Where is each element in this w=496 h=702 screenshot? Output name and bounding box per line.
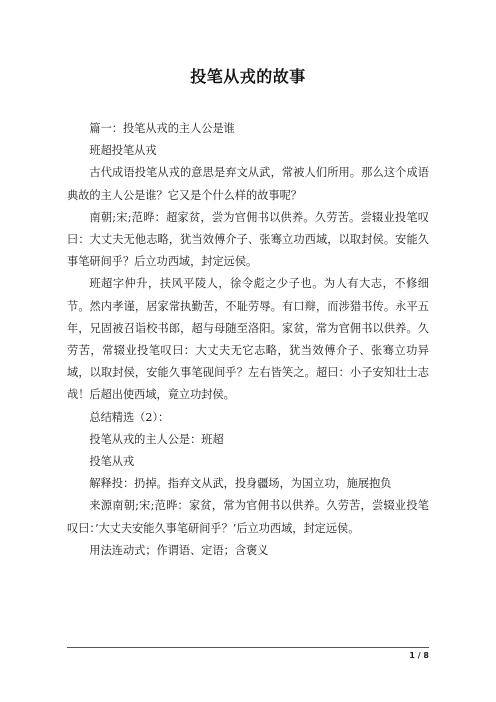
paragraph: 班超字仲升，扶风平陵人，徐令彪之少子也。为人有大志，不修细节。然内孝谨，居家常执勤苦，不耻劳辱。有口辩，而涉猎书传。永平五年，兄固被召诣校书郎，超与母随至洛阳。家贫，常为官佣书以供养。久劳苦，常辍业投笔叹曰：大丈夫无它志略，犹当效傅介子、张骞立功异域，以取封侯，安能久事笔砚间乎？左右皆笑之。超曰：小子安知壮士志哉！后超出使西域，竟立功封侯。 bbox=[67, 277, 429, 402]
paragraph: 总结精选（2）： bbox=[89, 410, 170, 424]
paragraph: 南朝;宋;范晔：超家贫，尝为官佣书以供养。久劳苦。尝辍业投笔叹曰：大丈夫无他志略，犹当效傅介子、张骞立功西域，以取封侯。安能久事笔研间乎？后立功西域，封定远侯。 bbox=[67, 210, 429, 269]
footer-divider bbox=[67, 647, 429, 648]
document-title: 投笔从戎的故事 bbox=[190, 67, 306, 86]
paragraph: 用法连动式；作谓语、定语；含褒义 bbox=[89, 543, 269, 557]
paragraph: 来源南朝;宋;范晔：家贫，常为官佣书以供养。久劳苦，尝辍业投笔叹曰：’大丈夫安能久事笔研间乎？’后立功西域，封定远侯。 bbox=[67, 499, 429, 535]
paragraph: 投笔从戎 bbox=[89, 455, 135, 469]
paragraph: 投笔从戎的主人公是：班超 bbox=[89, 432, 224, 446]
document-body bbox=[67, 118, 429, 562]
paragraph: 古代成语投笔从戎的意思是弃文从武，常被人们所用。那么这个成语典故的主人公是谁？它又是个什么样的故事呢？ bbox=[67, 166, 429, 202]
paragraph-subtitle: 班超投笔从戎 bbox=[89, 144, 157, 158]
paragraph: 解释投：扔掉。指弃文从武，投身疆场，为国立功，施展抱负 bbox=[89, 477, 392, 491]
page-number: 1 / 8 bbox=[409, 651, 429, 660]
paragraph-heading: 篇一：投笔从戎的主人公是谁 bbox=[89, 122, 235, 135]
